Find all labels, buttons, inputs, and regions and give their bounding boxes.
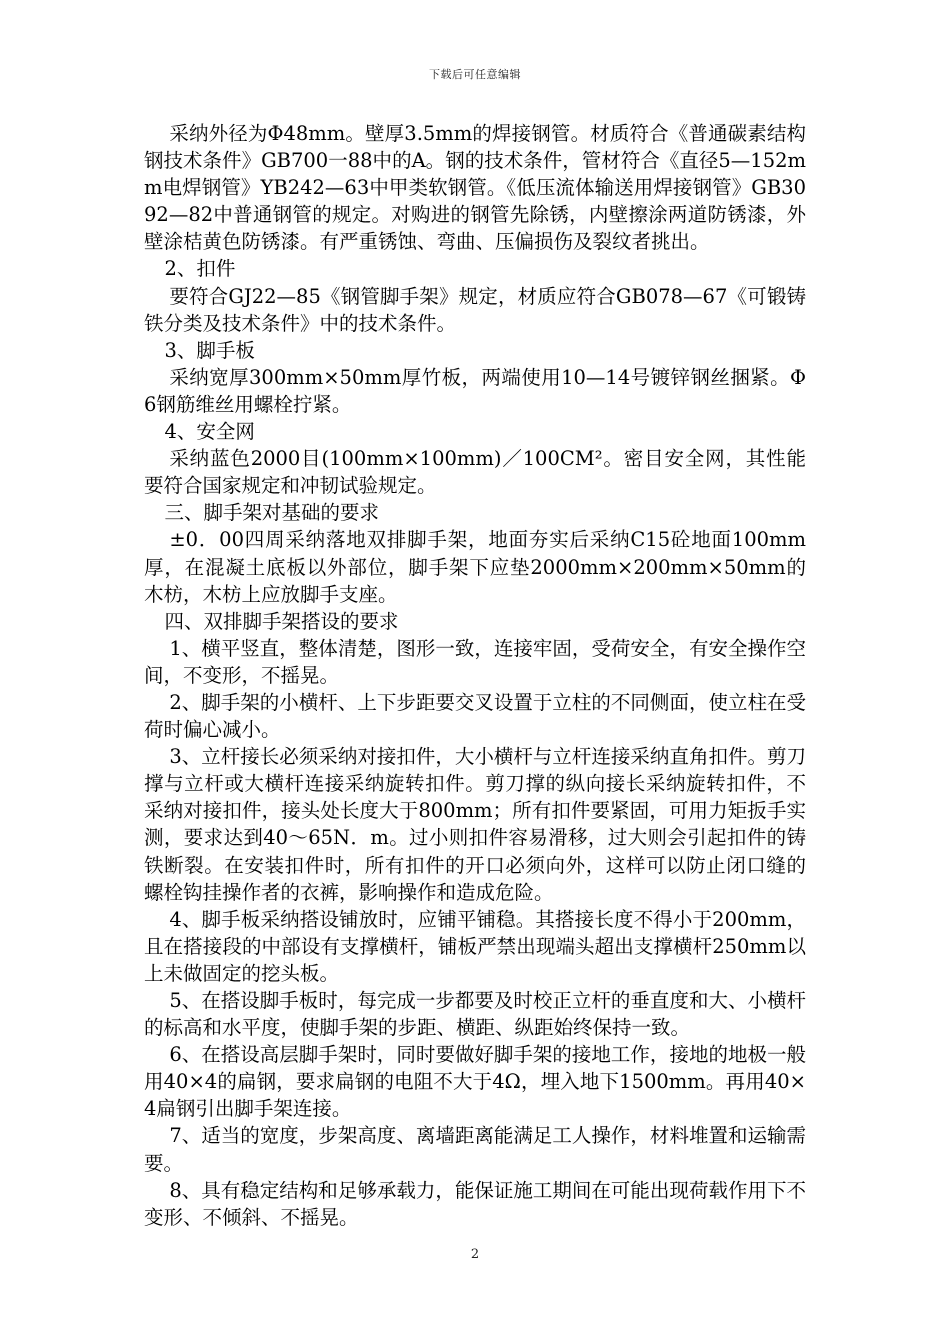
- paragraph-foundation-spec: ±0．00四周采纳落地双排脚手架，地面夯实后采纳C15砼地面100mm厚，在混凝土底板以外部位，脚手架下应垫2000mm×200mm×50mm的木枋，木枋上应放脚手支座。: [144, 528, 806, 606]
- paragraph-erection-item-8: 8、具有稳定结构和足够承载力，能保证施工期间在可能出现荷载作用下不变形、不倾斜、不摇晃。: [144, 1178, 806, 1229]
- paragraph-erection-item-7: 7、适当的宽度，步架高度、离墙距离能满足工人操作，材料堆置和运输需要。: [144, 1124, 806, 1175]
- paragraph-erection-item-4: 4、脚手板采纳搭设铺放时，应铺平铺稳。其搭接长度不得小于200mm，且在搭接段的中部设有支撑横杆，铺板严禁出现端头超出支撑横杆250mm以上未做固定的挖头板。: [144, 907, 806, 985]
- page-header: 下载后可任意编辑: [429, 68, 521, 81]
- paragraph-safety-net-spec: 采纳蓝色2000目(100mm×100mm)／100CM²。密目安全网，其性能要符合国家规定和冲韧试验规定。: [144, 447, 806, 498]
- section-heading-foundation: 三、脚手架对基础的要求: [164, 501, 379, 525]
- heading-scaffold-board: 3、脚手板: [164, 338, 255, 362]
- paragraph-erection-item-6: 6、在搭设高层脚手架时，同时要做好脚手架的接地工作，接地的地极一般用40×4的扁钢，要求扁钢的电阻不大于4Ω，埋入地下1500mm。再用40×4扁钢引出脚手架连接。: [144, 1043, 806, 1121]
- paragraph-steel-pipe-spec: 采纳外径为Φ48mm。壁厚3.5mm的焊接钢管。材质符合《普通碳素结构钢技术条件》GB700一88中的A。钢的技术条件，管材符合《直径5—152mm电焊钢管》YB242—63中甲类软钢管。《低压流体输送用焊接钢管》GB3092—82中普通钢管的规定。对购进的钢管先除锈，内壁擦涂两道防锈漆，外壁涂桔黄色防锈漆。有严重锈蚀、弯曲、压偏损伤及裂纹者挑出。: [144, 122, 806, 254]
- section-heading-erection: 四、双排脚手架搭设的要求: [164, 609, 399, 633]
- paragraph-erection-item-2: 2、脚手架的小横杆、上下步距要交叉设置于立柱的不同侧面，使立柱在受荷时偏心减小。: [144, 690, 806, 742]
- document-body: [144, 120, 806, 1231]
- paragraph-erection-item-5: 5、在搭设脚手板时，每完成一步都要及时校正立杆的垂直度和大、小横杆的标高和水平度，使脚手架的步距、横距、纵距始终保持一致。: [144, 989, 806, 1040]
- paragraph-fasteners-spec: 要符合GJ22—85《钢管脚手架》规定，材质应符合GB078—67《可锻铸铁分类及技术条件》中的技术条件。: [144, 284, 806, 335]
- paragraph-scaffold-board-spec: 采纳宽厚300mm×50mm厚竹板，两端使用10—14号镀锌钢丝捆紧。Φ6钢筋维丝用螺栓拧紧。: [144, 365, 806, 416]
- heading-fasteners: 2、扣件: [164, 257, 236, 281]
- heading-safety-net: 4、安全网: [164, 420, 255, 444]
- paragraph-erection-item-1: 1、横平竖直，整体清楚，图形一致，连接牢固，受荷安全，有安全操作空间，不变形，不摇晃。: [144, 636, 806, 687]
- page-number: 2: [470, 1247, 480, 1262]
- paragraph-erection-item-3: 3、立杆接长必须采纳对接扣件，大小横杆与立杆连接采纳直角扣件。剪刀撑与立杆或大横杆连接采纳旋转扣件。剪刀撑的纵向接长采纳旋转扣件，不采纳对接扣件，接头处长度大于800mm；所有扣件要紧固，可用力矩扳手实测，要求达到40～65N．m。过小则扣件容易滑移，过大则会引起扣件的铸铁断裂。在安装扣件时，所有扣件的开口必须向外，这样可以防止闭口缝的螺栓钩挂操作者的衣裤，影响操作和造成危险。: [144, 745, 806, 904]
